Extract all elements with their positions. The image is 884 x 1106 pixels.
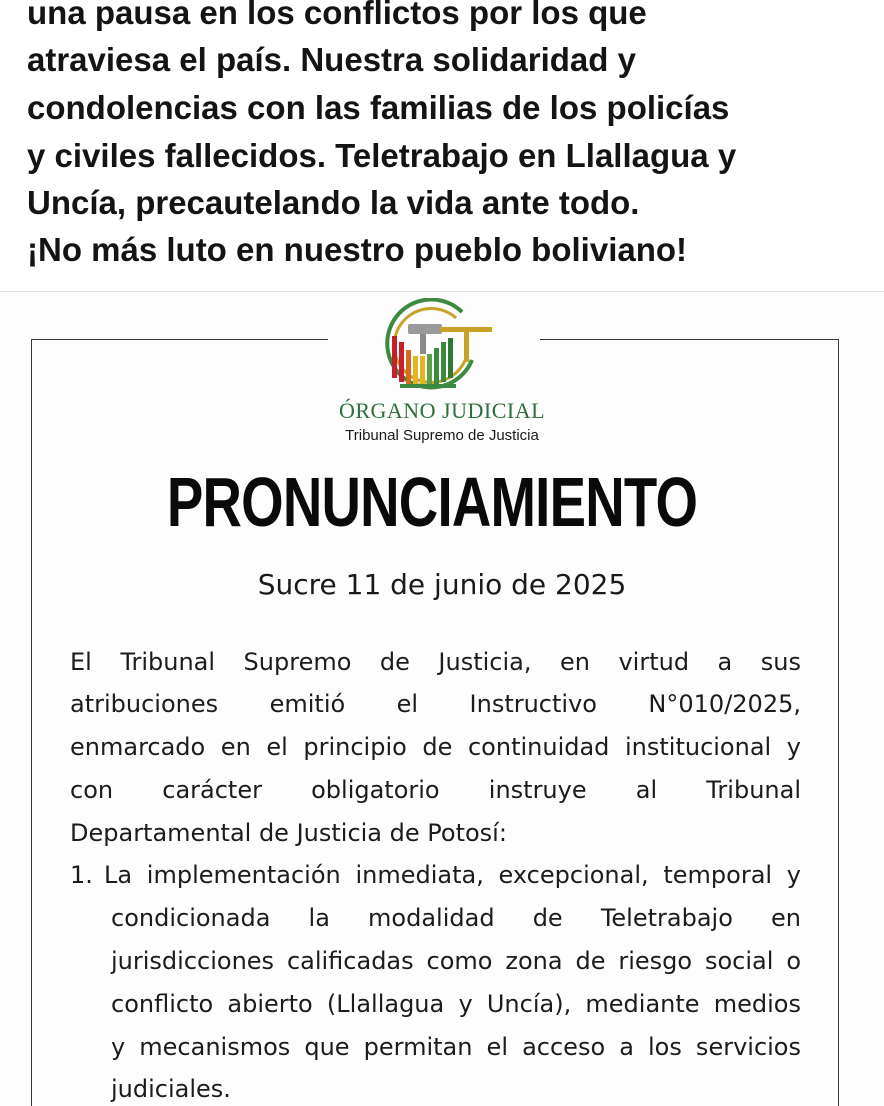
- list-item-line: jurisdicciones calificadas como zona de riesgo social o: [111, 947, 801, 975]
- caption-line: condolencias con las familias de los policías: [27, 89, 730, 126]
- paragraph-line: enmarcado en el principio de continuidad institucional y: [70, 733, 801, 761]
- paragraph-line: con carácter obligatorio instruye al Tribunal: [70, 776, 801, 804]
- list-number: 1.: [70, 861, 93, 889]
- caption-line: una pausa en los conflictos por los que: [27, 0, 647, 31]
- caption-line: Uncía, precautelando la vida ante todo.: [27, 184, 640, 221]
- caption-line: y civiles fallecidos. Teletrabajo en Llallagua y: [27, 137, 737, 174]
- document-image: [0, 292, 884, 1106]
- list-item-line: condicionada la modalidad de Teletrabajo en: [111, 904, 801, 932]
- document-date: Sucre 11 de junio de 2025: [257, 568, 627, 601]
- paragraph-line: Departamental de Justicia de Potosí:: [70, 819, 507, 847]
- caption-line: atraviesa el país. Nuestra solidaridad y: [27, 41, 636, 78]
- list-item-line: conflicto abierto (Llallagua y Uncía), mediante medios: [111, 990, 801, 1018]
- list-item-line: y mecanismos que permitan el acceso a los servicios: [111, 1033, 801, 1061]
- paragraph-line: atribuciones emitió el Instructivo N°010/2025,: [70, 690, 801, 718]
- list-item-line: La implementación inmediata, excepcional, temporal y: [104, 861, 801, 889]
- organo-judicial-logo: [370, 298, 496, 394]
- organization-name: ÓRGANO JUDICIAL: [338, 398, 546, 423]
- list-item-line: judiciales.: [111, 1075, 231, 1103]
- document-title: PRONUNCIAMIENTO: [166, 463, 698, 541]
- caption-line: ¡No más luto en nuestro pueblo boliviano!: [27, 231, 688, 268]
- paragraph-line: El Tribunal Supremo de Justicia, en virtud a sus: [70, 648, 801, 676]
- organization-subtitle: Tribunal Supremo de Justicia: [345, 427, 539, 444]
